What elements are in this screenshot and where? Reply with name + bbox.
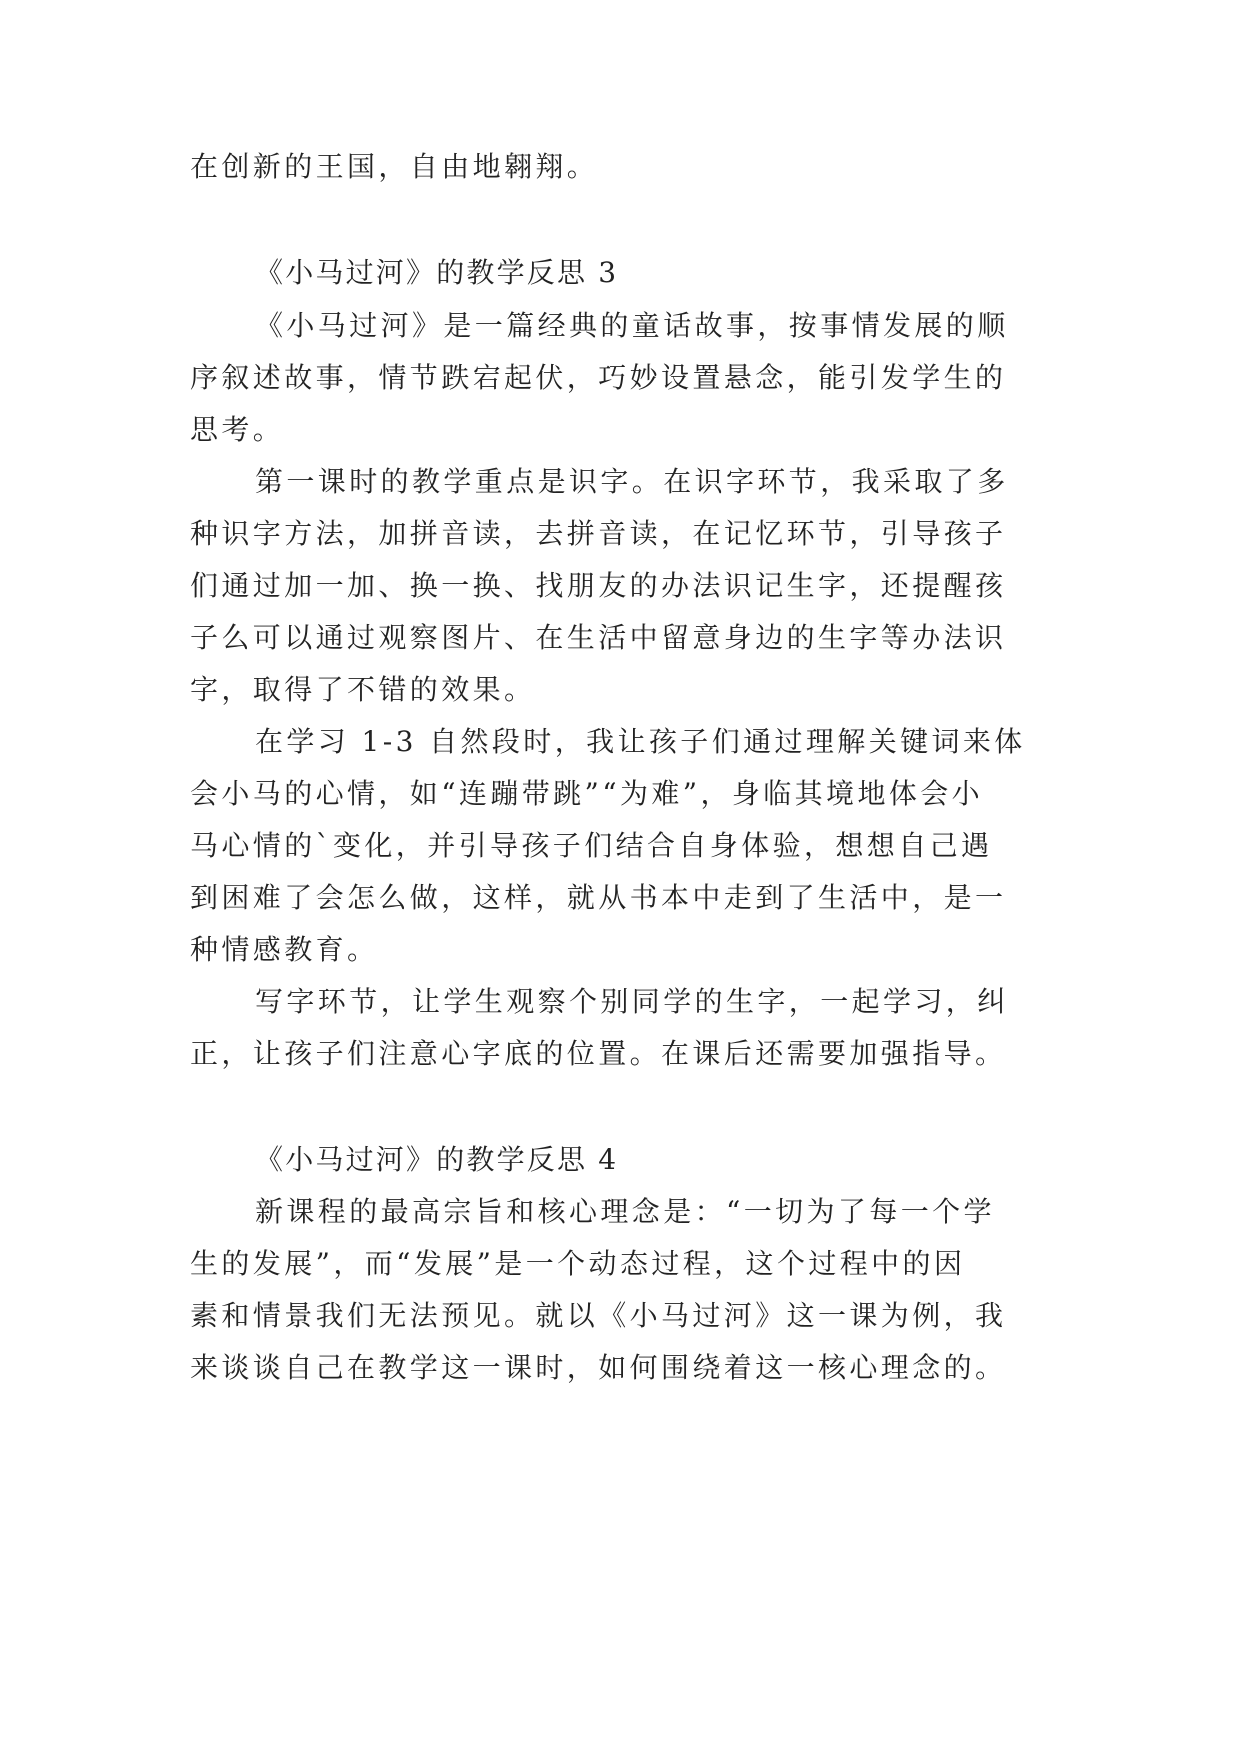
section-3-p4-line-1: 写字环节，让学生观察个别同学的生字，一起学习，纠 xyxy=(255,985,1009,1018)
section-3-p3-line-1: 在学习 1-3 自然段时，我让孩子们通过理解关键词来体 xyxy=(255,725,1026,758)
section-4-heading: 《小马过河》的教学反思 4 xyxy=(255,1143,619,1176)
section-3-p2-line-1: 第一课时的教学重点是识字。在识字环节，我采取了多 xyxy=(255,465,1009,498)
section-3-p3-line-5: 种情感教育。 xyxy=(190,933,379,966)
section-4-p1-line-2: 生的发展”，而“发展”是一个动态过程，这个过程中的因 xyxy=(190,1247,966,1280)
section-3-p3-line-3: 马心情的`变化，并引导孩子们结合自身体验，想想自己遇 xyxy=(190,829,993,862)
section-4-p1-line-1: 新课程的最高宗旨和核心理念是：“一切为了每一个学 xyxy=(255,1195,995,1228)
section-3-p3-line-4: 到困难了会怎么做，这样，就从书本中走到了生活中，是一 xyxy=(190,881,1007,914)
section-3-heading: 《小马过河》的教学反思 3 xyxy=(255,256,619,289)
section-3-p1-line-2: 序叙述故事，情节跌宕起伏，巧妙设置悬念，能引发学生的 xyxy=(190,361,1007,394)
section-3-p1-line-1: 《小马过河》是一篇经典的童话故事，按事情发展的顺 xyxy=(255,309,1009,342)
section-3-p2-line-5: 字，取得了不错的效果。 xyxy=(190,673,536,706)
section-3-p2-line-3: 们通过加一加、换一换、找朋友的办法识记生字，还提醒孩 xyxy=(190,569,1007,602)
section-3-p1-line-3: 思考。 xyxy=(190,413,285,446)
section-3-p4-line-2: 正，让孩子们注意心字底的位置。在课后还需要加强指导。 xyxy=(190,1037,1007,1070)
section-4-p1-line-3: 素和情景我们无法预见。就以《小马过河》这一课为例，我 xyxy=(190,1299,1007,1332)
section-3-p2-line-2: 种识字方法，加拼音读，去拼音读，在记忆环节，引导孩子 xyxy=(190,517,1007,550)
intro-line: 在创新的王国，自由地翱翔。 xyxy=(190,150,599,183)
section-3-p3-line-2: 会小马的心情，如“连蹦带跳”“为难”，身临其境地体会小 xyxy=(190,777,984,810)
section-3-p2-line-4: 子么可以通过观察图片、在生活中留意身边的生字等办法识 xyxy=(190,621,1007,654)
section-4-p1-line-4: 来谈谈自己在教学这一课时，如何围绕着这一核心理念的。 xyxy=(190,1351,1007,1384)
